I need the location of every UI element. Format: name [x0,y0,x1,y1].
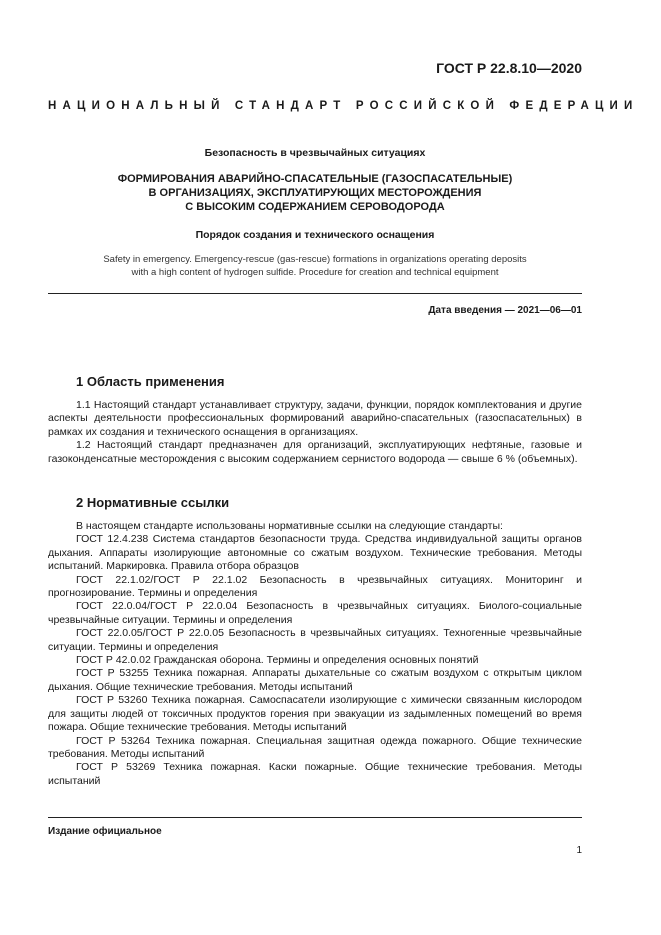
reference-item: ГОСТ 22.0.05/ГОСТ Р 22.0.05 Безопасность в чрезвычайных ситуациях. Техногенные чрезвычайные ситуации. Термины и определения [48,627,582,653]
official-edition-label: Издание официальное [48,826,162,837]
introduction-date: Дата введения — 2021—06—01 [428,305,582,316]
reference-item: ГОСТ 12.4.238 Система стандартов безопасности труда. Средства индивидуальной защиты органов дыхания. Аппараты изолирующие автономные со сжатым воздухом. Технические требования. Методы испытаний. Маркировка. Правила отбора образцов [48,533,582,573]
english-title [48,253,582,279]
english-line: Safety in emergency. Emergency-rescue (gas-rescue) formations in organizations operating deposits [103,254,527,265]
reference-item: ГОСТ Р 53255 Техника пожарная. Аппараты дыхательные со сжатым воздухом с открытым циклом дыхания. Общие технические требования. Методы испытаний [48,667,582,693]
title-line: ФОРМИРОВАНИЯ АВАРИЙНО-СПАСАТЕЛЬНЫЕ (ГАЗОСПАСАТЕЛЬНЫЕ) [117,173,513,185]
document-subtitle: Порядок создания и технического оснащения [195,229,435,241]
title-line: В ОРГАНИЗАЦИЯХ, ЭКСПЛУАТИРУЮЩИХ МЕСТОРОЖДЕНИЯ [148,187,482,199]
section-2-body [48,520,582,788]
section-2-heading: 2 Нормативные ссылки [76,495,230,510]
paragraph: 1.1 Настоящий стандарт устанавливает структуру, задачи, функции, порядок комплектования и другие аспекты деятельности профессиональных формирований аварийно-спасательных (газоспасательных) в рамках их создания и технического оснащения в организациях. [48,399,582,438]
section-1-heading: 1 Область применения [76,374,225,389]
paragraph: В настоящем стандарте использованы нормативные ссылки на следующие стандарты: [76,520,503,532]
standard-code: ГОСТ Р 22.8.10—2020 [436,60,582,76]
section-title: Безопасность в чрезвычайных ситуациях [204,147,426,159]
header-rule [48,293,582,294]
paragraph: 1.2 Настоящий стандарт предназначен для организаций, эксплуатирующих нефтяные, газовые и газоконденсатные месторождения с высоким содержанием сернистого водорода — свыше 6 % (объемных). [48,439,582,465]
reference-item: ГОСТ Р 42.0.02 Гражданская оборона. Термины и определения основных понятий [76,654,479,667]
english-line: with a high content of hydrogen sulfide. Procedure for creation and technical equipment [131,267,499,278]
reference-item: ГОСТ 22.1.02/ГОСТ Р 22.1.02 Безопасность в чрезвычайных ситуациях. Мониторинг и прогнозирование. Термины и определения [48,573,582,600]
reference-item: ГОСТ 22.0.04/ГОСТ Р 22.0.04 Безопасность в чрезвычайных ситуациях. Биолого-социальные чрезвычайные ситуации. Термины и определения [48,600,582,626]
national-standard-banner: НАЦИОНАЛЬНЫЙ СТАНДАРТ РОССИЙСКОЙ ФЕДЕРАЦИИ [48,100,639,112]
reference-item: ГОСТ Р 53260 Техника пожарная. Самоспасатели изолирующие с химически связанным кислородом для защиты людей от токсичных продуктов горения при эвакуации из задымленных помещений во время пожара. Общие технические требования. Методы испытаний [48,694,582,734]
reference-item: ГОСТ Р 53269 Техника пожарная. Каски пожарные. Общие технические требования. Методы испытаний [48,761,582,787]
section-1-body [48,399,582,466]
title-line: С ВЫСОКИМ СОДЕРЖАНИЕМ СЕРОВОДОРОДА [185,201,445,213]
page-number: 1 [576,845,582,856]
footer-rule [48,817,582,818]
reference-item: ГОСТ Р 53264 Техника пожарная. Специальная защитная одежда пожарного. Общие технические требования. Методы испытаний [48,734,582,760]
document-title [48,172,582,214]
